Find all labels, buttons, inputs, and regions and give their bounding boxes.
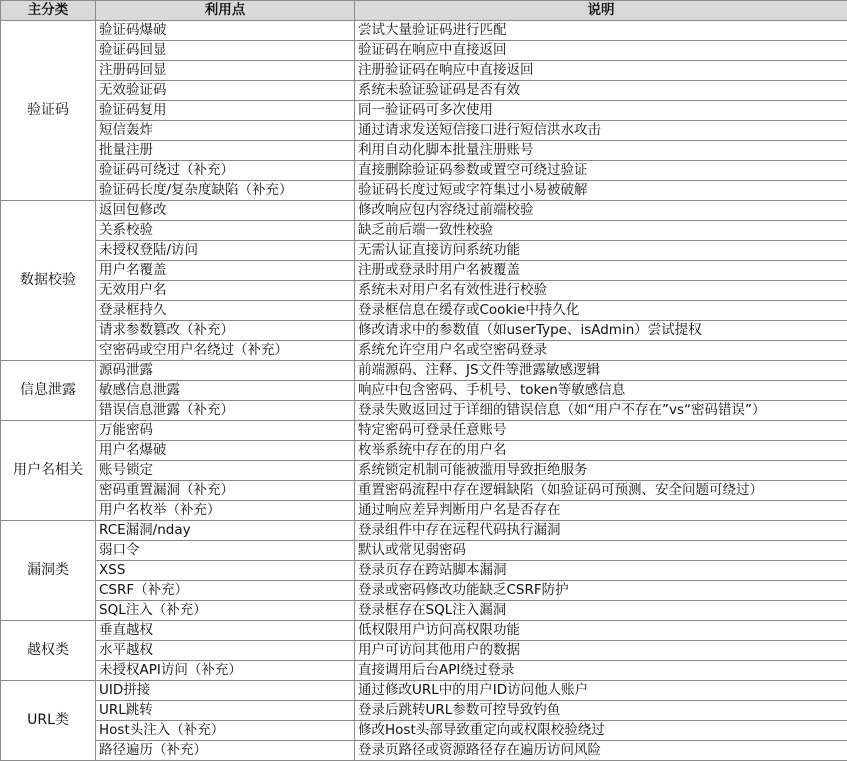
description-cell: 登录或密码修改功能缺乏CSRF防护 [355,581,847,601]
category-cell: 漏洞类 [1,521,96,621]
exploit-point-cell: 账号锁定 [96,461,355,481]
table-row [1,81,847,101]
category-cell: 用户名相关 [1,421,96,521]
exploit-point-cell: RCE漏洞/nday [96,521,355,541]
exploit-point-cell: 空密码或空用户名绕过（补充） [96,341,355,361]
description-cell: 注册或登录时用户名被覆盖 [355,261,847,281]
table-row [1,701,847,721]
table-row [1,561,847,581]
exploit-point-cell: 错误信息泄露（补充） [96,401,355,421]
description-cell: 低权限用户访问高权限功能 [355,621,847,641]
table-row [1,581,847,601]
header-exploit-point: 利用点 [96,1,355,21]
description-cell: 系统允许空用户名或空密码登录 [355,341,847,361]
table-row [1,661,847,681]
description-cell: 重置密码流程中存在逻辑缺陷（如验证码可预测、安全问题可绕过） [355,481,847,501]
exploit-point-cell: 批量注册 [96,141,355,161]
description-cell: 缺乏前后端一致性校验 [355,221,847,241]
description-cell: 系统未对用户名有效性进行校验 [355,281,847,301]
exploit-point-cell: 用户名覆盖 [96,261,355,281]
table-row [1,521,847,541]
exploit-point-cell: 验证码长度/复杂度缺陷（补充） [96,181,355,201]
exploit-point-cell: 用户名爆破 [96,441,355,461]
exploit-point-cell: 登录框持久 [96,301,355,321]
description-cell: 直接调用后台API绕过登录 [355,661,847,681]
description-cell: 登录框存在SQL注入漏洞 [355,601,847,621]
exploit-point-cell: CSRF（补充） [96,581,355,601]
table-row [1,721,847,741]
table-row [1,361,847,381]
description-cell: 系统未验证验证码是否有效 [355,81,847,101]
description-cell: 登录后跳转URL参数可控导致钓鱼 [355,701,847,721]
description-cell: 无需认证直接访问系统功能 [355,241,847,261]
description-cell: 注册验证码在响应中直接返回 [355,61,847,81]
table-row [1,221,847,241]
table-row [1,61,847,81]
exploit-point-cell: 验证码回显 [96,41,355,61]
table-row [1,301,847,321]
exploit-point-cell: 密码重置漏洞（补充） [96,481,355,501]
table-row [1,21,847,41]
exploit-point-cell: 返回包修改 [96,201,355,221]
table-row [1,641,847,661]
description-cell: 特定密码可登录任意账号 [355,421,847,441]
description-cell: 利用自动化脚本批量注册账号 [355,141,847,161]
header-category: 主分类 [1,1,96,21]
description-cell: 枚举系统中存在的用户名 [355,441,847,461]
table-row [1,161,847,181]
description-cell: 通过请求发送短信接口进行短信洪水攻击 [355,121,847,141]
header-row [1,1,847,21]
description-cell: 通过响应差异判断用户名是否存在 [355,501,847,521]
description-cell: 修改响应包内容绕过前端校验 [355,201,847,221]
table-body [1,21,847,761]
description-cell: 响应中包含密码、手机号、token等敏感信息 [355,381,847,401]
description-cell: 用户可访问其他用户的数据 [355,641,847,661]
category-cell: 信息泄露 [1,361,96,421]
exploit-point-cell: 无效验证码 [96,81,355,101]
category-cell: 验证码 [1,21,96,201]
description-cell: 登录页存在跨站脚本漏洞 [355,561,847,581]
exploit-point-cell: Host头注入（补充） [96,721,355,741]
description-cell: 修改请求中的参数值（如userType、isAdmin）尝试提权 [355,321,847,341]
table-row [1,341,847,361]
table-row [1,541,847,561]
exploit-point-cell: 请求参数篡改（补充） [96,321,355,341]
exploit-point-cell: 用户名枚举（补充） [96,501,355,521]
category-cell: 越权类 [1,621,96,681]
table-row [1,241,847,261]
description-cell: 登录组件中存在远程代码执行漏洞 [355,521,847,541]
exploit-point-cell: 万能密码 [96,421,355,441]
table-row [1,481,847,501]
description-cell: 登录页路径或资源路径存在遍历访问风险 [355,741,847,761]
exploit-point-cell: 短信轰炸 [96,121,355,141]
table-row [1,281,847,301]
description-cell: 验证码长度过短或字符集过小易被破解 [355,181,847,201]
exploit-point-cell: UID拼接 [96,681,355,701]
description-cell: 通过修改URL中的用户ID访问他人账户 [355,681,847,701]
category-cell: URL类 [1,681,96,761]
description-cell: 登录框信息在缓存或Cookie中持久化 [355,301,847,321]
exploit-point-cell: URL跳转 [96,701,355,721]
table-row [1,441,847,461]
table-row [1,741,847,761]
description-cell: 系统锁定机制可能被滥用导致拒绝服务 [355,461,847,481]
exploit-point-cell: SQL注入（补充） [96,601,355,621]
exploit-point-cell: 未授权登陆/访问 [96,241,355,261]
table-row [1,401,847,421]
table-row [1,41,847,61]
exploit-point-cell: 路径遍历（补充） [96,741,355,761]
exploit-point-cell: 无效用户名 [96,281,355,301]
description-cell: 尝试大量验证码进行匹配 [355,21,847,41]
description-cell: 登录失败返回过于详细的错误信息（如“用户不存在”vs“密码错误”） [355,401,847,421]
table-row [1,381,847,401]
table-row [1,261,847,281]
exploit-point-cell: 验证码复用 [96,101,355,121]
description-cell: 前端源码、注释、JS文件等泄露敏感逻辑 [355,361,847,381]
table-row [1,181,847,201]
table-row [1,201,847,221]
description-cell: 修改Host头部导致重定向或权限校验绕过 [355,721,847,741]
table-row [1,101,847,121]
exploit-point-cell: 水平越权 [96,641,355,661]
exploit-point-cell: 弱口令 [96,541,355,561]
table-row [1,121,847,141]
exploit-point-cell: 验证码可绕过（补充） [96,161,355,181]
table-row [1,621,847,641]
exploit-point-cell: 敏感信息泄露 [96,381,355,401]
exploit-point-cell: 源码泄露 [96,361,355,381]
table-row [1,421,847,441]
category-cell: 数据校验 [1,201,96,361]
table-row [1,461,847,481]
description-cell: 同一验证码可多次使用 [355,101,847,121]
exploit-point-cell: 关系校验 [96,221,355,241]
table-row [1,601,847,621]
table-row [1,321,847,341]
table-row [1,501,847,521]
exploit-point-cell: 垂直越权 [96,621,355,641]
header-description: 说明 [355,1,847,21]
exploit-point-cell: 验证码爆破 [96,21,355,41]
table-row [1,141,847,161]
description-cell: 直接删除验证码参数或置空可绕过验证 [355,161,847,181]
description-cell: 默认或常见弱密码 [355,541,847,561]
description-cell: 验证码在响应中直接返回 [355,41,847,61]
exploit-point-cell: 注册码回显 [96,61,355,81]
table-row [1,681,847,701]
exploit-point-cell: XSS [96,561,355,581]
exploit-point-cell: 未授权API访问（补充） [96,661,355,681]
